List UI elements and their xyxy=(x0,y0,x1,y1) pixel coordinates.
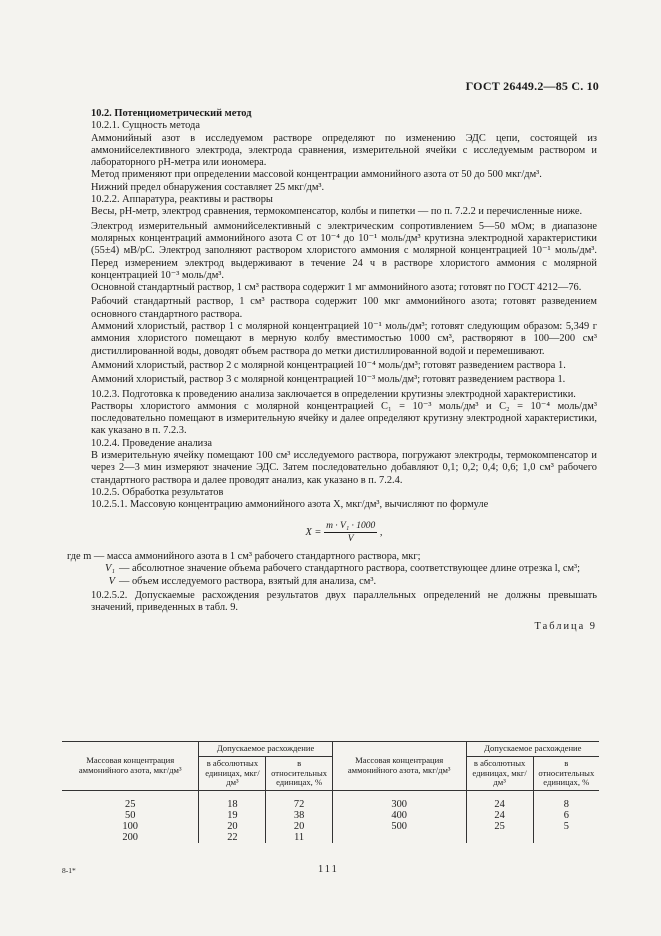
paragraph: 10.2.3. Подготовка к проведению анализа заключается в определении крутизны электродной характеристики. xyxy=(91,388,576,400)
cell: 5 xyxy=(533,821,599,832)
legend-symbol: V₁ xyxy=(105,563,115,575)
paragraph: Электрод измерительный аммонийселективный с электрическим сопротивлением 5—50 мОм; в диапазоне молярных концентраций аммонийного азота C от 10⁻⁴ до 10⁻¹ моль/дм³ крутизна электродной характеристики (55±4) мВ/pC. Электрод заполняют раствором хлористого аммония с молярной концентрацией 10⁻¹ моль/дм³. Перед измерением электрод выдерживают в течение 24 ч в растворе хлористого аммония с молярной концентрацией 10⁻³ моль/дм³. xyxy=(91,220,597,281)
formula-numerator: m · V₁ · 1000 xyxy=(324,520,377,533)
header-relative: в относительных единицах, % xyxy=(533,756,599,790)
table-row xyxy=(62,832,599,843)
legend-text: — объем исследуемого раствора, взятый для анализа, см³. xyxy=(119,575,377,587)
paragraph: 10.2.1. Сущность метода xyxy=(91,120,200,132)
paragraph: 10.2.4. Проведение анализа xyxy=(91,437,212,449)
cell: 400 xyxy=(332,810,466,821)
cell: 24 xyxy=(466,810,533,821)
cell: 18 xyxy=(199,791,266,811)
header-concentration: Массовая концентрация аммонийного азота, мкг/дм³ xyxy=(332,742,466,791)
legend-symbol: V xyxy=(108,575,115,587)
cell: 300 xyxy=(332,791,466,811)
table-row xyxy=(62,810,599,821)
paragraph: Аммоний хлористый, раствор 2 с молярной концентрацией 10⁻⁴ моль/дм³; готовят разведением раствора 1. xyxy=(91,359,566,371)
table-caption: Таблица 9 xyxy=(534,620,597,632)
paragraph: В измерительную ячейку помещают 100 см³ исследуемого раствора, погружают электроды, термокомпенсатор и через 2—3 мин измеряют значение ЭДС. Затем последовательно добавляют 0,1; 0,2; 0,4; 0,6; 1,0 см³ рабочего стандартного раствора и далее проводят анализ, как указано в п. 7.2.4. xyxy=(91,450,597,486)
cell: 24 xyxy=(466,791,533,811)
cell: 19 xyxy=(199,810,266,821)
paragraph: Рабочий стандартный раствор, 1 см³ раствора содержит 100 мкг аммонийного азота; готовят разведением основного стандартного раствора. xyxy=(91,296,597,320)
header-allowed-deviation: Допускаемое расхождение xyxy=(199,742,332,757)
cell: 38 xyxy=(266,810,332,821)
formula xyxy=(91,520,597,546)
header-absolute: в абсолютных единицах, мкг/дм³ xyxy=(466,756,533,790)
cell: 50 xyxy=(62,810,199,821)
legend-intro: где m — масса аммонийного азота в 1 см³ рабочего стандартного раствора, мкг; xyxy=(67,551,421,563)
table-row xyxy=(62,821,599,832)
cell: 100 xyxy=(62,821,199,832)
cell: 200 xyxy=(62,832,199,843)
legend-item xyxy=(91,563,597,575)
formula-fraction xyxy=(324,520,377,546)
paragraph: Аммонийный азот в исследуемом растворе определяют по изменению ЭДС цепи, состоящей из аммонийселективного электрода, электрода сравнения, измерительной ячейки с исследуемым раствором и лабораторного pH-метра или иономера. xyxy=(91,132,597,169)
footer-signature: 8-1* xyxy=(62,866,76,875)
page-number: 111 xyxy=(318,864,339,875)
paragraph: Аммоний хлористый, раствор 3 с молярной концентрацией 10⁻³ моль/дм³; готовят разведением раствора 1. xyxy=(91,374,566,386)
section-title: 10.2. Потенциометрический метод xyxy=(91,108,252,119)
paragraph: Весы, pH-метр, электрод сравнения, термокомпенсатор, колбы и пипетки — по п. 7.2.2 и перечисленные ниже. xyxy=(91,206,583,218)
legend xyxy=(91,563,597,588)
paragraph: Растворы хлористого аммония с молярной концентрацией C₁ = 10⁻³ моль/дм³ и C₂ = 10⁻⁴ моль/дм³ последовательно помещают в измерительную ячейку и далее определяют крутизну электродной характеристики, как указано в п. 7.2.3. xyxy=(91,400,597,437)
paragraph: 10.2.5. Обработка результатов xyxy=(91,486,224,498)
cell: 25 xyxy=(62,791,199,811)
cell: 72 xyxy=(266,791,332,811)
cell: 20 xyxy=(199,821,266,832)
paragraph: Нижний предел обнаружения составляет 25 мкг/дм³. xyxy=(91,181,325,193)
document-body xyxy=(67,108,597,636)
cell: 22 xyxy=(199,832,266,843)
cell: 500 xyxy=(332,821,466,832)
formula-lhs: X = xyxy=(305,526,322,538)
formula-denominator: V xyxy=(347,533,354,544)
cell: 25 xyxy=(466,821,533,832)
paragraph: Аммоний хлористый, раствор 1 с молярной концентрацией 10⁻¹ моль/дм³; готовят следующим образом: 5,349 г аммония хлористого помещают в мерную колбу вместимостью 1000 см³, растворяют в 100—200 см³ дистиллированной воды, доводят объем раствора до метки дистиллированной водой и перемешивают. xyxy=(91,321,597,357)
header-concentration: Массовая концентрация аммонийного азота, мкг/дм³ xyxy=(62,742,199,791)
cell: 6 xyxy=(533,810,599,821)
cell: 20 xyxy=(266,821,332,832)
cell: 11 xyxy=(266,832,332,843)
header-relative: в относительных единицах, % xyxy=(266,756,332,790)
paragraph: Метод применяют при определении массовой концентрации аммонийного азота от 50 до 500 мкг/дм³. xyxy=(91,169,542,181)
paragraph: Основной стандартный раствор, 1 см³ раствора содержит 1 мг аммонийного азота; готовят по ГОСТ 4212—76. xyxy=(91,282,582,294)
header-absolute: в абсолютных единицах, мкг/дм³ xyxy=(199,756,266,790)
legend-text: — абсолютное значение объема рабочего стандартного раствора, соответствующее длине отрезка l, см³; xyxy=(119,563,581,575)
table-row xyxy=(62,791,599,811)
document-header: ГОСТ 26449.2—85 С. 10 xyxy=(465,79,599,93)
table-9 xyxy=(62,741,599,843)
cell: 8 xyxy=(533,791,599,811)
paragraph: 10.2.5.2. Допускаемые расхождения результатов двух параллельных определений не должны превышать значений, приведенных в табл. 9. xyxy=(91,589,597,614)
formula-tail: , xyxy=(379,526,383,538)
paragraph: 10.2.2. Аппаратура, реактивы и растворы xyxy=(91,194,273,206)
cell xyxy=(466,832,533,843)
cell xyxy=(533,832,599,843)
cell xyxy=(332,832,466,843)
legend-item xyxy=(91,576,597,588)
header-allowed-deviation: Допускаемое расхождение xyxy=(466,742,599,757)
paragraph: 10.2.5.1. Массовую концентрацию аммонийного азота X, мкг/дм³, вычисляют по формуле xyxy=(91,499,489,511)
